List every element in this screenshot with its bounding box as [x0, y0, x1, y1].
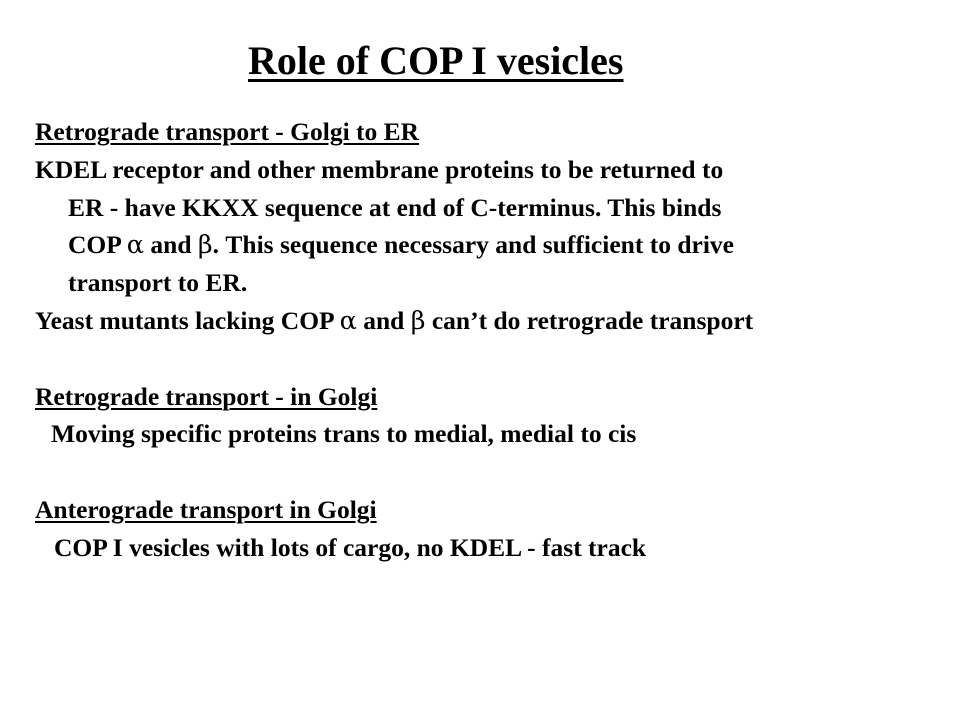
cop-text: COP: [68, 230, 127, 260]
slide-body: [35, 113, 950, 567]
slide-title: Role of COP I vesicles: [248, 38, 624, 83]
kdel-paragraph-line-3: [35, 226, 950, 264]
beta-symbol: β: [197, 230, 213, 261]
anterograde-text: COP I vesicles with lots of cargo, no KDEL - fast track: [54, 532, 647, 562]
kdel-paragraph-line-1: KDEL receptor and other membrane proteins to be returned to: [35, 154, 724, 184]
yeast-text-a: Yeast mutants lacking COP: [35, 305, 340, 335]
beta-symbol: β: [410, 305, 426, 336]
section-heading-in-golgi: Retrograde transport - in Golgi: [35, 381, 378, 411]
alpha-symbol: α: [339, 305, 357, 336]
spacer: [35, 453, 950, 491]
in-golgi-text: Moving specific proteins trans to medial, medial to cis: [51, 419, 637, 449]
yeast-text-b: and: [356, 305, 411, 335]
and-text: and: [144, 230, 198, 260]
kdel-paragraph-line-4: transport to ER.: [68, 268, 248, 298]
sequence-text: . This sequence necessary and sufficient to drive: [212, 230, 734, 260]
kdel-paragraph-line-2: ER - have KKXX sequence at end of C-terminus. This binds: [68, 192, 722, 222]
yeast-mutants-line: [35, 302, 950, 340]
alpha-symbol: α: [126, 230, 145, 261]
yeast-text-c: can’t do retrograde transport: [425, 305, 754, 335]
section-heading-golgi-to-er: Retrograde transport - Golgi to ER: [35, 117, 420, 146]
section-heading-anterograde: Anterograde transport in Golgi: [35, 494, 377, 524]
spacer: [35, 340, 950, 378]
